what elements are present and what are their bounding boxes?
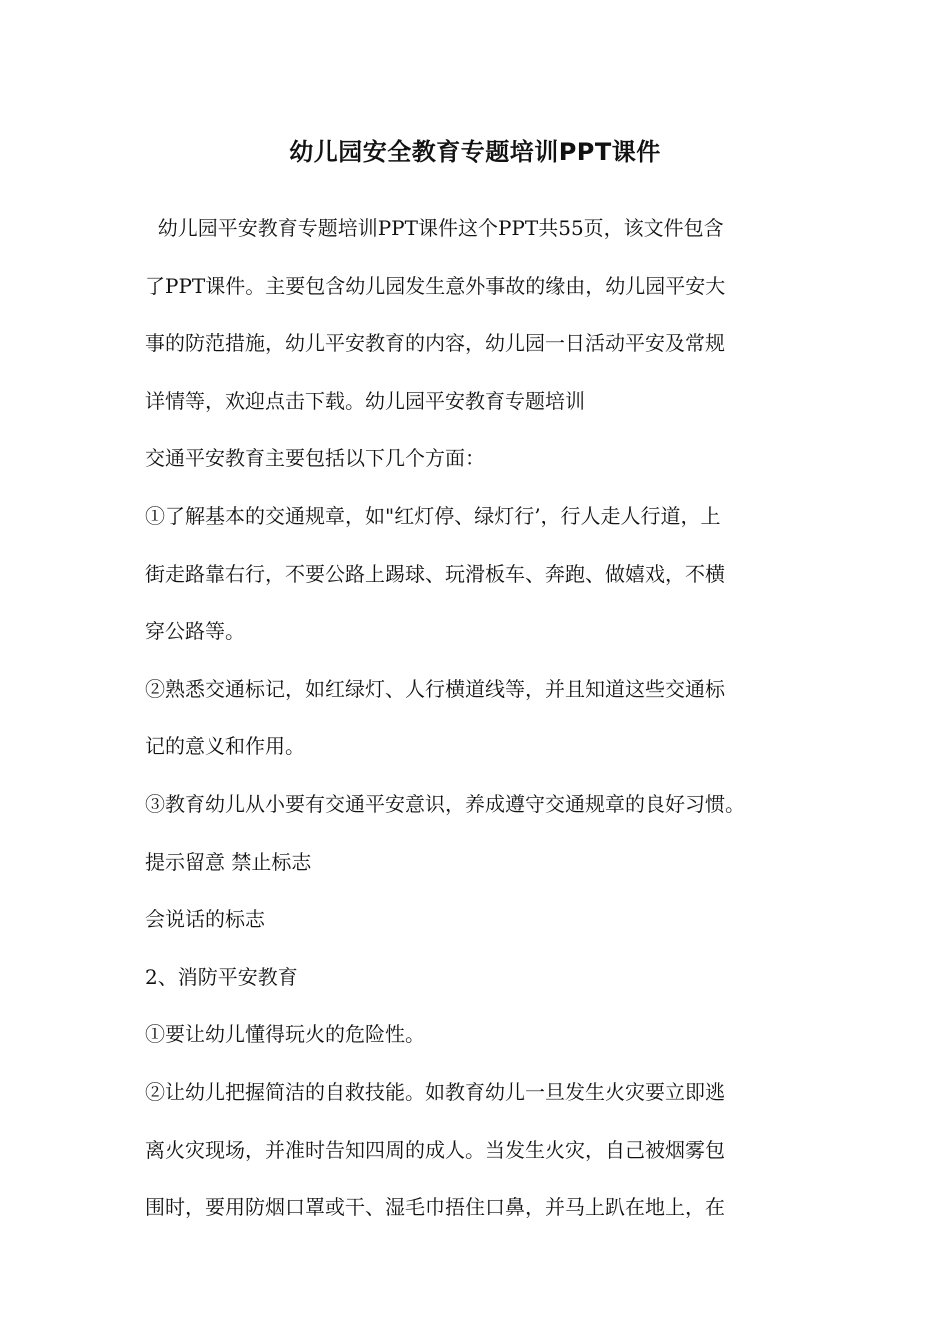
body-line: ②熟悉交通标记，如红绿灯、人行横道线等，并且知道这些交通标: [145, 676, 725, 701]
body-line: 围时，要用防烟口罩或干、湿毛巾捂住口鼻，并马上趴在地上，在: [145, 1195, 725, 1220]
document-title: 幼儿园安全教育专题培训PPT课件: [289, 138, 661, 166]
body-line: 2、消防平安教育: [145, 964, 298, 989]
body-line: 街走路靠右行，不要公路上踢球、玩滑板车、奔跑、做嬉戏，不横: [145, 561, 725, 586]
body-line: 记的意义和作用。: [145, 734, 305, 759]
body-line: 了PPT课件。主要包含幼儿园发生意外事故的缘由，幼儿园平安大: [145, 273, 726, 298]
document-body: [145, 200, 807, 1237]
body-line: 事的防范措施，幼儿平安教育的内容，幼儿园一日活动平安及常规: [145, 331, 725, 356]
body-line: 提示留意 禁止标志: [145, 849, 312, 874]
body-line: ②让幼儿把握简洁的自救技能。如教育幼儿一旦发生火灾要立即逃: [145, 1079, 725, 1104]
body-line: 幼儿园平安教育专题培训PPT课件这个PPT共55页，该文件包含: [145, 216, 724, 240]
body-line: ①要让幼儿懂得玩火的危险性。: [145, 1022, 425, 1047]
body-line: 离火灾现场，并准时告知四周的成人。当发生火灾，自己被烟雾包: [145, 1137, 725, 1162]
body-line: 会说话的标志: [145, 907, 265, 932]
body-line: 穿公路等。: [145, 619, 245, 644]
body-line: ③教育幼儿从小要有交通平安意识，养成遵守交通规章的良好习惯。: [145, 791, 745, 816]
body-line: 交通平安教育主要包括以下几个方面：: [145, 446, 485, 471]
body-line: 详情等，欢迎点击下载。幼儿园平安教育专题培训: [145, 388, 585, 413]
body-line: ①了解基本的交通规章，如"红灯停、绿灯行’，行人走人行道，上: [145, 503, 721, 528]
